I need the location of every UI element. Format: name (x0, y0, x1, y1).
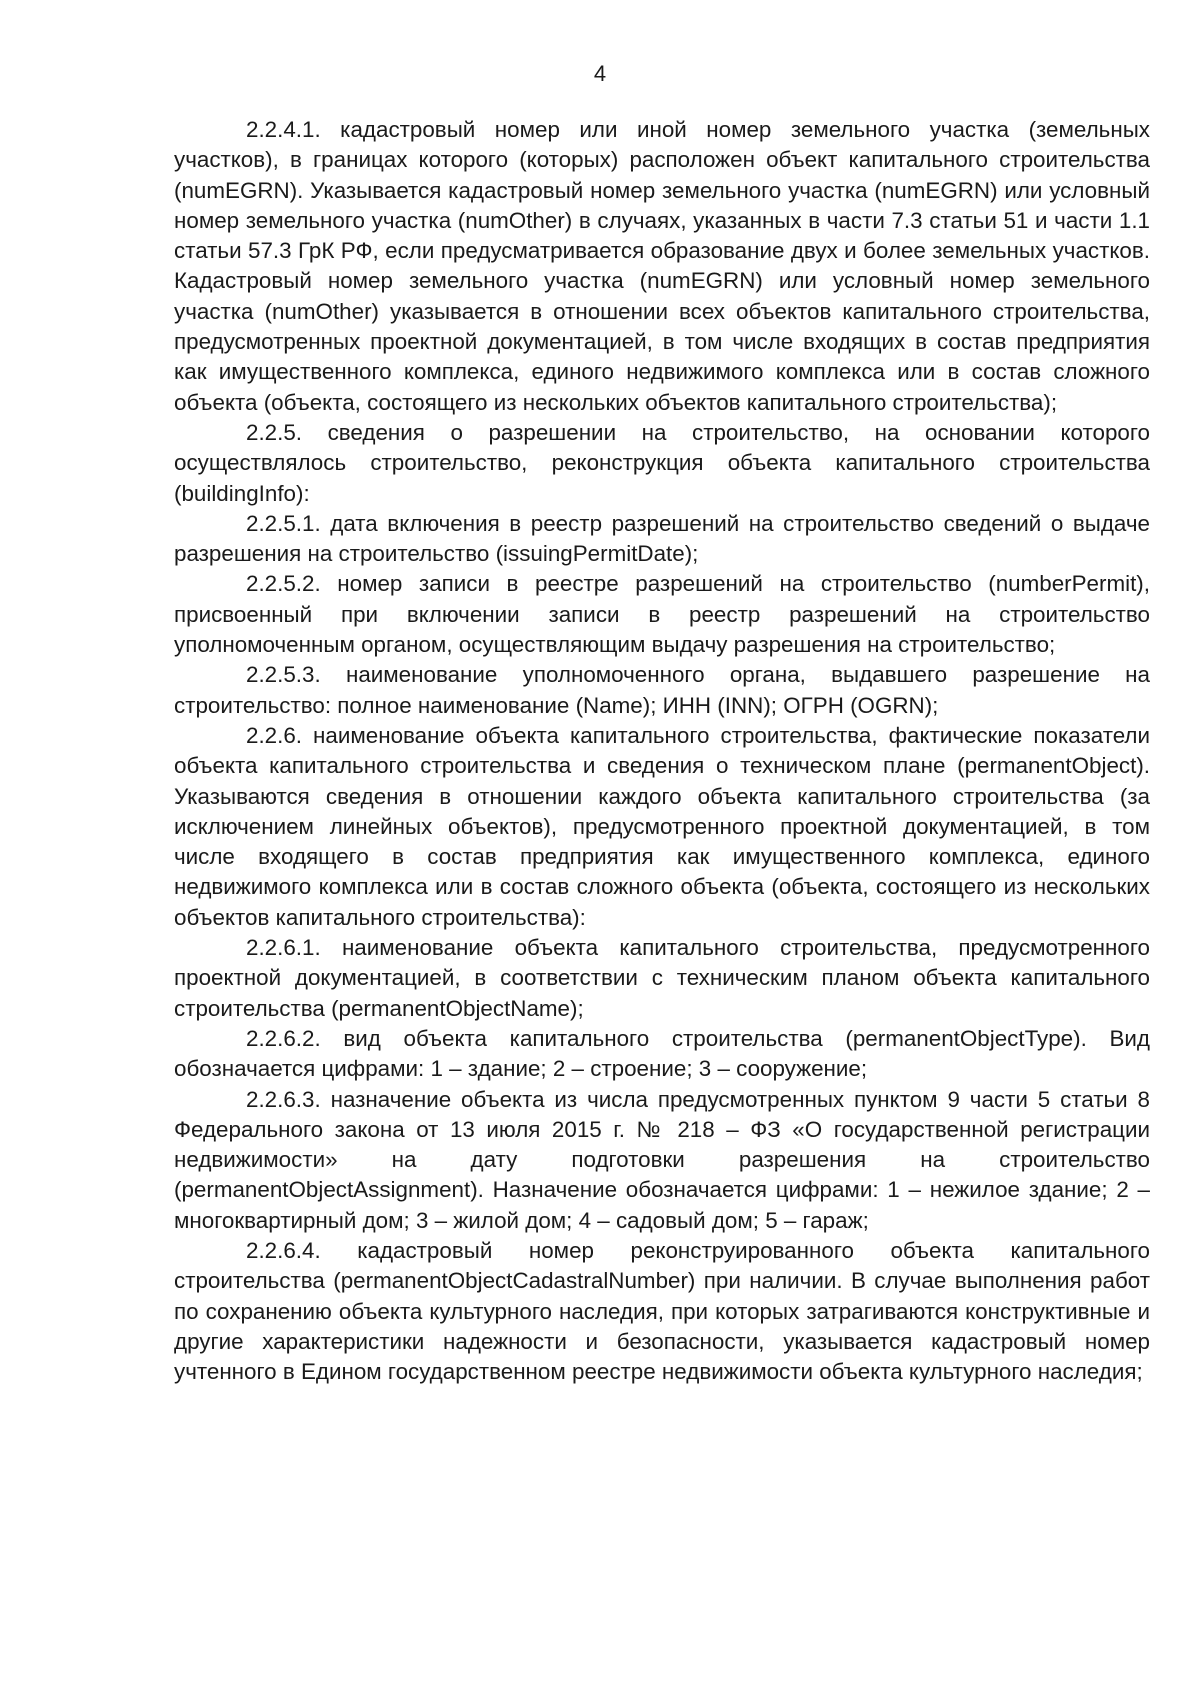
paragraph-2-2-6-1: 2.2.6.1. наименование объекта капитального строительства, предусмотренного проектной документацией, в соответствии с техническим планом объекта капитального строительства (permanentObjectName); (174, 935, 1150, 1021)
document-body (174, 115, 1150, 1387)
paragraph-2-2-6: 2.2.6. наименование объекта капитального строительства, фактические показатели объекта капитального строительства и сведения о техническом плане (permanentObject). Указываются сведения в отношении каждого объекта капитального строительства (за исключением линейных объектов), предусмотренного проектной документацией, в том числе входящего в состав предприятия как имущественного комплекса, единого недвижимого комплекса или в состав сложного объекта (объекта, состоящего из нескольких объектов капитального строительства): (174, 722, 1150, 930)
paragraph-2-2-6-3: 2.2.6.3. назначение объекта из числа предусмотренных пунктом 9 части 5 статьи 8 Федерального закона от 13 июля 2015 г. № 218 – ФЗ «О государственной регистрации недвижимости» на дату подготовки разрешения на строительство (permanentObjectAssignment). Назначение обозначается цифрами: 1 – нежилое здание; 2 – многоквартирный дом; 3 – жилой дом; 4 – садовый дом; 5 – гараж; (174, 1086, 1150, 1233)
paragraph-2-2-5-2: 2.2.5.2. номер записи в реестре разрешений на строительство (numberPermit), присвоенный при включении записи в реестр разрешений на строительство уполномоченным органом, осуществляющим выдачу разрешения на строительство; (174, 571, 1150, 658)
paragraph-2-2-5-1: 2.2.5.1. дата включения в реестр разрешений на строительство сведений о выдаче разрешения на строительство (issuingPermitDate); (174, 510, 1150, 567)
paragraph-2-2-6-2: 2.2.6.2. вид объекта капитального строительства (permanentObjectType). Вид обозначается цифрами: 1 – здание; 2 – строение; 3 – сооружение; (174, 1025, 1150, 1082)
page-number: 4 (593, 61, 607, 86)
paragraph-2-2-4-1: 2.2.4.1. кадастровый номер или иной номер земельного участка (земельных участков), в границах которого (которых) расположен объект капитального строительства (numEGRN). Указывается кадастровый номер земельного участка (numEGRN) или условный номер земельного участка (numOther) в случаях, указанных в части 7.3 статьи 51 и части 1.1 статьи 57.3 ГрК РФ, если предусматривается образование двух и более земельных участков. Кадастровый номер земельного участка (numEGRN) или условный номер земельного участка (numOther) указывается в отношении всех объектов капитального строительства, предусмотренных проектной документацией, в том числе входящих в состав предприятия как имущественного комплекса, единого недвижимого комплекса или в состав сложного объекта (объекта, состоящего из нескольких объектов капитального строительства); (174, 117, 1150, 415)
paragraph-2-2-5: 2.2.5. сведения о разрешении на строительство, на основании которого осуществлялось строительство, реконструкция объекта капитального строительства (buildingInfo): (174, 419, 1150, 506)
paragraph-2-2-5-3: 2.2.5.3. наименование уполномоченного органа, выдавшего разрешение на строительство: полное наименование (Name); ИНН (INN); ОГРН (OGRN); (174, 662, 1150, 718)
paragraph-2-2-6-4: 2.2.6.4. кадастровый номер реконструированного объекта капитального строительства (permanentObjectCadastralNumber) при наличии. В случае выполнения работ по сохранению объекта культурного наследия, при которых затрагиваются конструктивные и другие характеристики надежности и безопасности, указывается кадастровый номер учтенного в Едином государственном реестре недвижимости объекта культурного наследия; (174, 1237, 1150, 1385)
